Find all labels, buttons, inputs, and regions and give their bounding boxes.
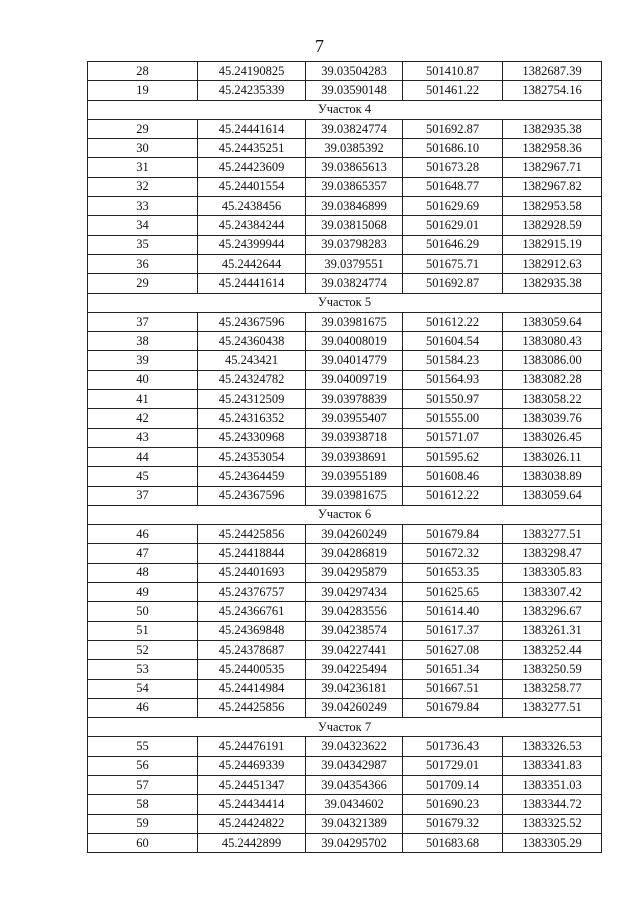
y-coordinate-cell: 1383277.51	[503, 525, 602, 544]
y-coordinate-cell: 1383080.43	[503, 332, 602, 351]
longitude-cell: 39.03798283	[306, 235, 403, 254]
table-row	[88, 332, 602, 351]
latitude-cell: 45.2442644	[198, 254, 306, 273]
longitude-cell: 39.04295702	[306, 833, 403, 852]
latitude-cell: 45.24316352	[198, 409, 306, 428]
longitude-cell: 39.03846899	[306, 197, 403, 216]
longitude-cell: 39.03981675	[306, 486, 403, 505]
latitude-cell: 45.24384244	[198, 216, 306, 235]
latitude-cell: 45.24235339	[198, 81, 306, 100]
section-title: Участок 6	[88, 505, 602, 524]
point-number-cell: 35	[88, 235, 198, 254]
point-number-cell: 52	[88, 640, 198, 659]
x-coordinate-cell: 501651.34	[403, 660, 503, 679]
longitude-cell: 39.03955189	[306, 467, 403, 486]
latitude-cell: 45.24441614	[198, 119, 306, 138]
point-number-cell: 39	[88, 351, 198, 370]
x-coordinate-cell: 501646.29	[403, 235, 503, 254]
latitude-cell: 45.24400535	[198, 660, 306, 679]
latitude-cell: 45.24435251	[198, 139, 306, 158]
longitude-cell: 39.04009719	[306, 370, 403, 389]
latitude-cell: 45.24424822	[198, 814, 306, 833]
x-coordinate-cell: 501555.00	[403, 409, 503, 428]
longitude-cell: 39.03938691	[306, 447, 403, 466]
point-number-cell: 29	[88, 274, 198, 293]
x-coordinate-cell: 501617.37	[403, 621, 503, 640]
x-coordinate-cell: 501627.08	[403, 640, 503, 659]
point-number-cell: 44	[88, 447, 198, 466]
latitude-cell: 45.24418844	[198, 544, 306, 563]
point-number-cell: 46	[88, 698, 198, 717]
point-number-cell: 30	[88, 139, 198, 158]
x-coordinate-cell: 501683.68	[403, 833, 503, 852]
longitude-cell: 39.03590148	[306, 81, 403, 100]
point-number-cell: 32	[88, 177, 198, 196]
y-coordinate-cell: 1382958.36	[503, 139, 602, 158]
y-coordinate-cell: 1382967.82	[503, 177, 602, 196]
point-number-cell: 59	[88, 814, 198, 833]
latitude-cell: 45.24399944	[198, 235, 306, 254]
point-number-cell: 34	[88, 216, 198, 235]
y-coordinate-cell: 1383082.28	[503, 370, 602, 389]
longitude-cell: 39.0379551	[306, 254, 403, 273]
latitude-cell: 45.24367596	[198, 486, 306, 505]
longitude-cell: 39.0434602	[306, 795, 403, 814]
x-coordinate-cell: 501736.43	[403, 737, 503, 756]
section-title: Участок 5	[88, 293, 602, 312]
longitude-cell: 39.03824774	[306, 119, 403, 138]
table-row	[88, 62, 602, 81]
point-number-cell: 28	[88, 62, 198, 81]
point-number-cell: 40	[88, 370, 198, 389]
table-row	[88, 119, 602, 138]
x-coordinate-cell: 501679.84	[403, 525, 503, 544]
table-row	[88, 563, 602, 582]
y-coordinate-cell: 1382928.59	[503, 216, 602, 235]
point-number-cell: 58	[88, 795, 198, 814]
y-coordinate-cell: 1383252.44	[503, 640, 602, 659]
latitude-cell: 45.24441614	[198, 274, 306, 293]
table-row	[88, 197, 602, 216]
x-coordinate-cell: 501629.69	[403, 197, 503, 216]
point-number-cell: 56	[88, 756, 198, 775]
table-row	[88, 409, 602, 428]
latitude-cell: 45.24369848	[198, 621, 306, 640]
latitude-cell: 45.24401693	[198, 563, 306, 582]
table-row	[88, 775, 602, 794]
latitude-cell: 45.24324782	[198, 370, 306, 389]
x-coordinate-cell: 501729.01	[403, 756, 503, 775]
latitude-cell: 45.2438456	[198, 197, 306, 216]
section-header-row	[88, 718, 602, 737]
point-number-cell: 36	[88, 254, 198, 273]
point-number-cell: 37	[88, 486, 198, 505]
longitude-cell: 39.03955407	[306, 409, 403, 428]
y-coordinate-cell: 1383038.89	[503, 467, 602, 486]
longitude-cell: 39.04008019	[306, 332, 403, 351]
longitude-cell: 39.03938718	[306, 428, 403, 447]
longitude-cell: 39.03978839	[306, 390, 403, 409]
longitude-cell: 39.04225494	[306, 660, 403, 679]
y-coordinate-cell: 1382754.16	[503, 81, 602, 100]
point-number-cell: 37	[88, 312, 198, 331]
latitude-cell: 45.24367596	[198, 312, 306, 331]
latitude-cell: 45.2442899	[198, 833, 306, 852]
table-row	[88, 274, 602, 293]
table-row	[88, 833, 602, 852]
x-coordinate-cell: 501564.93	[403, 370, 503, 389]
y-coordinate-cell: 1383250.59	[503, 660, 602, 679]
x-coordinate-cell: 501550.97	[403, 390, 503, 409]
y-coordinate-cell: 1383058.22	[503, 390, 602, 409]
y-coordinate-cell: 1383325.52	[503, 814, 602, 833]
y-coordinate-cell: 1383059.64	[503, 312, 602, 331]
point-number-cell: 46	[88, 525, 198, 544]
x-coordinate-cell: 501672.32	[403, 544, 503, 563]
latitude-cell: 45.24425856	[198, 525, 306, 544]
coordinates-table-body	[88, 62, 602, 853]
point-number-cell: 29	[88, 119, 198, 138]
point-number-cell: 54	[88, 679, 198, 698]
table-row	[88, 177, 602, 196]
point-number-cell: 50	[88, 602, 198, 621]
point-number-cell: 60	[88, 833, 198, 852]
latitude-cell: 45.24401554	[198, 177, 306, 196]
longitude-cell: 39.04354366	[306, 775, 403, 794]
table-row	[88, 583, 602, 602]
point-number-cell: 47	[88, 544, 198, 563]
table-row	[88, 467, 602, 486]
table-row	[88, 235, 602, 254]
x-coordinate-cell: 501692.87	[403, 119, 503, 138]
table-row	[88, 698, 602, 717]
longitude-cell: 39.03981675	[306, 312, 403, 331]
y-coordinate-cell: 1382953.58	[503, 197, 602, 216]
y-coordinate-cell: 1383026.11	[503, 447, 602, 466]
x-coordinate-cell: 501679.84	[403, 698, 503, 717]
table-row	[88, 370, 602, 389]
x-coordinate-cell: 501653.35	[403, 563, 503, 582]
latitude-cell: 45.24425856	[198, 698, 306, 717]
point-number-cell: 55	[88, 737, 198, 756]
latitude-cell: 45.24190825	[198, 62, 306, 81]
latitude-cell: 45.24353054	[198, 447, 306, 466]
latitude-cell: 45.24376757	[198, 583, 306, 602]
y-coordinate-cell: 1382935.38	[503, 274, 602, 293]
y-coordinate-cell: 1382915.19	[503, 235, 602, 254]
coordinates-table	[87, 61, 602, 853]
longitude-cell: 39.04260249	[306, 525, 403, 544]
page-number: 7	[315, 36, 324, 56]
y-coordinate-cell: 1383344.72	[503, 795, 602, 814]
y-coordinate-cell: 1382967.71	[503, 158, 602, 177]
section-title: Участок 7	[88, 718, 602, 737]
latitude-cell: 45.24360438	[198, 332, 306, 351]
longitude-cell: 39.04295879	[306, 563, 403, 582]
latitude-cell: 45.24364459	[198, 467, 306, 486]
y-coordinate-cell: 1383305.29	[503, 833, 602, 852]
y-coordinate-cell: 1383086.00	[503, 351, 602, 370]
y-coordinate-cell: 1383277.51	[503, 698, 602, 717]
longitude-cell: 39.04014779	[306, 351, 403, 370]
y-coordinate-cell: 1383026.45	[503, 428, 602, 447]
section-title: Участок 4	[88, 100, 602, 119]
table-row	[88, 447, 602, 466]
table-row	[88, 679, 602, 698]
x-coordinate-cell: 501667.51	[403, 679, 503, 698]
point-number-cell: 42	[88, 409, 198, 428]
x-coordinate-cell: 501692.87	[403, 274, 503, 293]
latitude-cell: 45.243421	[198, 351, 306, 370]
x-coordinate-cell: 501584.23	[403, 351, 503, 370]
section-header-row	[88, 100, 602, 119]
table-row	[88, 795, 602, 814]
y-coordinate-cell: 1383261.31	[503, 621, 602, 640]
point-number-cell: 38	[88, 332, 198, 351]
longitude-cell: 39.04236181	[306, 679, 403, 698]
table-row	[88, 640, 602, 659]
y-coordinate-cell: 1383341.83	[503, 756, 602, 775]
point-number-cell: 19	[88, 81, 198, 100]
latitude-cell: 45.24312509	[198, 390, 306, 409]
y-coordinate-cell: 1383039.76	[503, 409, 602, 428]
x-coordinate-cell: 501673.28	[403, 158, 503, 177]
table-row	[88, 254, 602, 273]
table-row	[88, 312, 602, 331]
table-row	[88, 428, 602, 447]
latitude-cell: 45.24414984	[198, 679, 306, 698]
latitude-cell: 45.24476191	[198, 737, 306, 756]
table-row	[88, 660, 602, 679]
longitude-cell: 39.0385392	[306, 139, 403, 158]
longitude-cell: 39.04297434	[306, 583, 403, 602]
y-coordinate-cell: 1383305.83	[503, 563, 602, 582]
longitude-cell: 39.04283556	[306, 602, 403, 621]
y-coordinate-cell: 1382935.38	[503, 119, 602, 138]
latitude-cell: 45.24434414	[198, 795, 306, 814]
table-row	[88, 81, 602, 100]
table-row	[88, 525, 602, 544]
point-number-cell: 33	[88, 197, 198, 216]
point-number-cell: 43	[88, 428, 198, 447]
table-row	[88, 216, 602, 235]
point-number-cell: 41	[88, 390, 198, 409]
table-row	[88, 621, 602, 640]
longitude-cell: 39.03865613	[306, 158, 403, 177]
y-coordinate-cell: 1382687.39	[503, 62, 602, 81]
longitude-cell: 39.03824774	[306, 274, 403, 293]
x-coordinate-cell: 501675.71	[403, 254, 503, 273]
latitude-cell: 45.24423609	[198, 158, 306, 177]
table-row	[88, 486, 602, 505]
latitude-cell: 45.24330968	[198, 428, 306, 447]
y-coordinate-cell: 1383326.53	[503, 737, 602, 756]
table-row	[88, 602, 602, 621]
point-number-cell: 53	[88, 660, 198, 679]
latitude-cell: 45.24378687	[198, 640, 306, 659]
table-row	[88, 544, 602, 563]
x-coordinate-cell: 501614.40	[403, 602, 503, 621]
longitude-cell: 39.04227441	[306, 640, 403, 659]
x-coordinate-cell: 501410.87	[403, 62, 503, 81]
x-coordinate-cell: 501612.22	[403, 486, 503, 505]
point-number-cell: 31	[88, 158, 198, 177]
longitude-cell: 39.03815068	[306, 216, 403, 235]
y-coordinate-cell: 1383258.77	[503, 679, 602, 698]
y-coordinate-cell: 1382912.63	[503, 254, 602, 273]
point-number-cell: 49	[88, 583, 198, 602]
latitude-cell: 45.24451347	[198, 775, 306, 794]
longitude-cell: 39.04342987	[306, 756, 403, 775]
table-row	[88, 756, 602, 775]
longitude-cell: 39.04286819	[306, 544, 403, 563]
x-coordinate-cell: 501629.01	[403, 216, 503, 235]
point-number-cell: 45	[88, 467, 198, 486]
x-coordinate-cell: 501690.23	[403, 795, 503, 814]
table-row	[88, 737, 602, 756]
x-coordinate-cell: 501608.46	[403, 467, 503, 486]
longitude-cell: 39.04238574	[306, 621, 403, 640]
longitude-cell: 39.04323622	[306, 737, 403, 756]
x-coordinate-cell: 501709.14	[403, 775, 503, 794]
x-coordinate-cell: 501461.22	[403, 81, 503, 100]
x-coordinate-cell: 501686.10	[403, 139, 503, 158]
y-coordinate-cell: 1383059.64	[503, 486, 602, 505]
longitude-cell: 39.04321389	[306, 814, 403, 833]
table-row	[88, 814, 602, 833]
y-coordinate-cell: 1383307.42	[503, 583, 602, 602]
latitude-cell: 45.24469339	[198, 756, 306, 775]
x-coordinate-cell: 501648.77	[403, 177, 503, 196]
table-row	[88, 351, 602, 370]
point-number-cell: 57	[88, 775, 198, 794]
section-header-row	[88, 505, 602, 524]
table-row	[88, 158, 602, 177]
longitude-cell: 39.04260249	[306, 698, 403, 717]
point-number-cell: 51	[88, 621, 198, 640]
y-coordinate-cell: 1383298.47	[503, 544, 602, 563]
section-header-row	[88, 293, 602, 312]
latitude-cell: 45.24366761	[198, 602, 306, 621]
table-row	[88, 139, 602, 158]
x-coordinate-cell: 501604.54	[403, 332, 503, 351]
y-coordinate-cell: 1383296.67	[503, 602, 602, 621]
y-coordinate-cell: 1383351.03	[503, 775, 602, 794]
x-coordinate-cell: 501612.22	[403, 312, 503, 331]
table-row	[88, 390, 602, 409]
x-coordinate-cell: 501679.32	[403, 814, 503, 833]
longitude-cell: 39.03504283	[306, 62, 403, 81]
longitude-cell: 39.03865357	[306, 177, 403, 196]
x-coordinate-cell: 501571.07	[403, 428, 503, 447]
x-coordinate-cell: 501595.62	[403, 447, 503, 466]
point-number-cell: 48	[88, 563, 198, 582]
x-coordinate-cell: 501625.65	[403, 583, 503, 602]
